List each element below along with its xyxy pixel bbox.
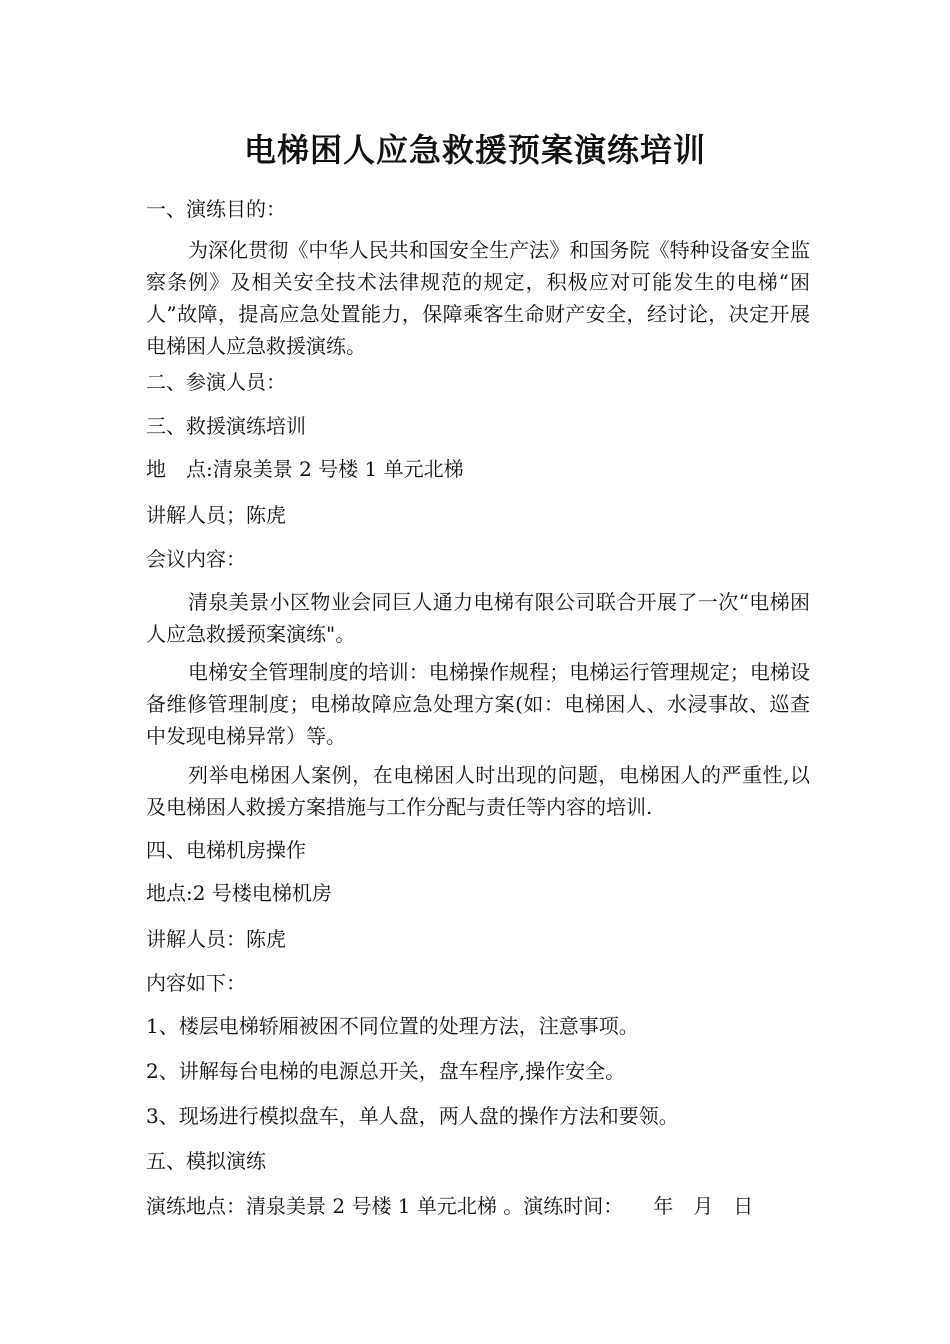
section-4-item-2: 2、讲解每台电梯的电源总开关，盘车程序,操作安全。 <box>146 1059 626 1083</box>
section-2-heading: 二、参演人员： <box>146 370 286 394</box>
section-3-speaker: 讲解人员；陈虎 <box>146 503 286 527</box>
section-4-speaker: 讲解人员：陈虎 <box>146 927 286 951</box>
section-3-paragraph-1: 清泉美景小区物业会同巨人通力电梯有限公司联合开展了一次“电梯困人应急救援预案演练"。 <box>146 590 810 646</box>
section-4-item-1: 1、楼层电梯轿厢被困不同位置的处理方法，注意事项。 <box>146 1014 639 1038</box>
section-4-content-label: 内容如下： <box>146 971 246 995</box>
section-4-item-3: 3、现场进行模拟盘车，单人盘，两人盘的操作方法和要领。 <box>146 1104 679 1128</box>
section-4-heading: 四、电梯机房操作 <box>146 838 306 862</box>
section-5-detail: 演练地点：清泉美景 2 号楼 1 单元北梯 。演练时间： 年 月 日 <box>146 1194 754 1218</box>
section-3-content-label: 会议内容： <box>146 547 246 571</box>
document-title: 电梯困人应急救援预案演练培训 <box>243 131 706 169</box>
section-3-paragraph-3: 列举电梯困人案例，在电梯困人时出现的问题，电梯困人的严重性,以及电梯困人救援方案措施与工作分配与责任等内容的培训. <box>146 763 810 819</box>
section-3-heading: 三、救援演练培训 <box>146 414 306 438</box>
section-4-location: 地点:2 号楼电梯机房 <box>146 881 332 905</box>
section-3-paragraph-2: 电梯安全管理制度的培训：电梯操作规程；电梯运行管理规定；电梯设备维修管理制度；电梯故障应急处理方案(如：电梯困人、水浸事故、巡查中发现电梯异常）等。 <box>146 660 810 748</box>
section-5-heading: 五、模拟演练 <box>146 1149 266 1173</box>
section-3-location: 地 点:清泉美景 2 号楼 1 单元北梯 <box>146 457 464 481</box>
section-1-paragraph: 为深化贯彻《中华人民共和国安全生产法》和国务院《特种设备安全监察条例》及相关安全技术法律规范的规定，积极应对可能发生的电梯“困人”故障，提高应急处置能力，保障乘客生命财产安全，经讨论，决定开展电梯困人应急救援演练。 <box>146 238 810 358</box>
section-1-heading: 一、演练目的： <box>146 197 286 221</box>
